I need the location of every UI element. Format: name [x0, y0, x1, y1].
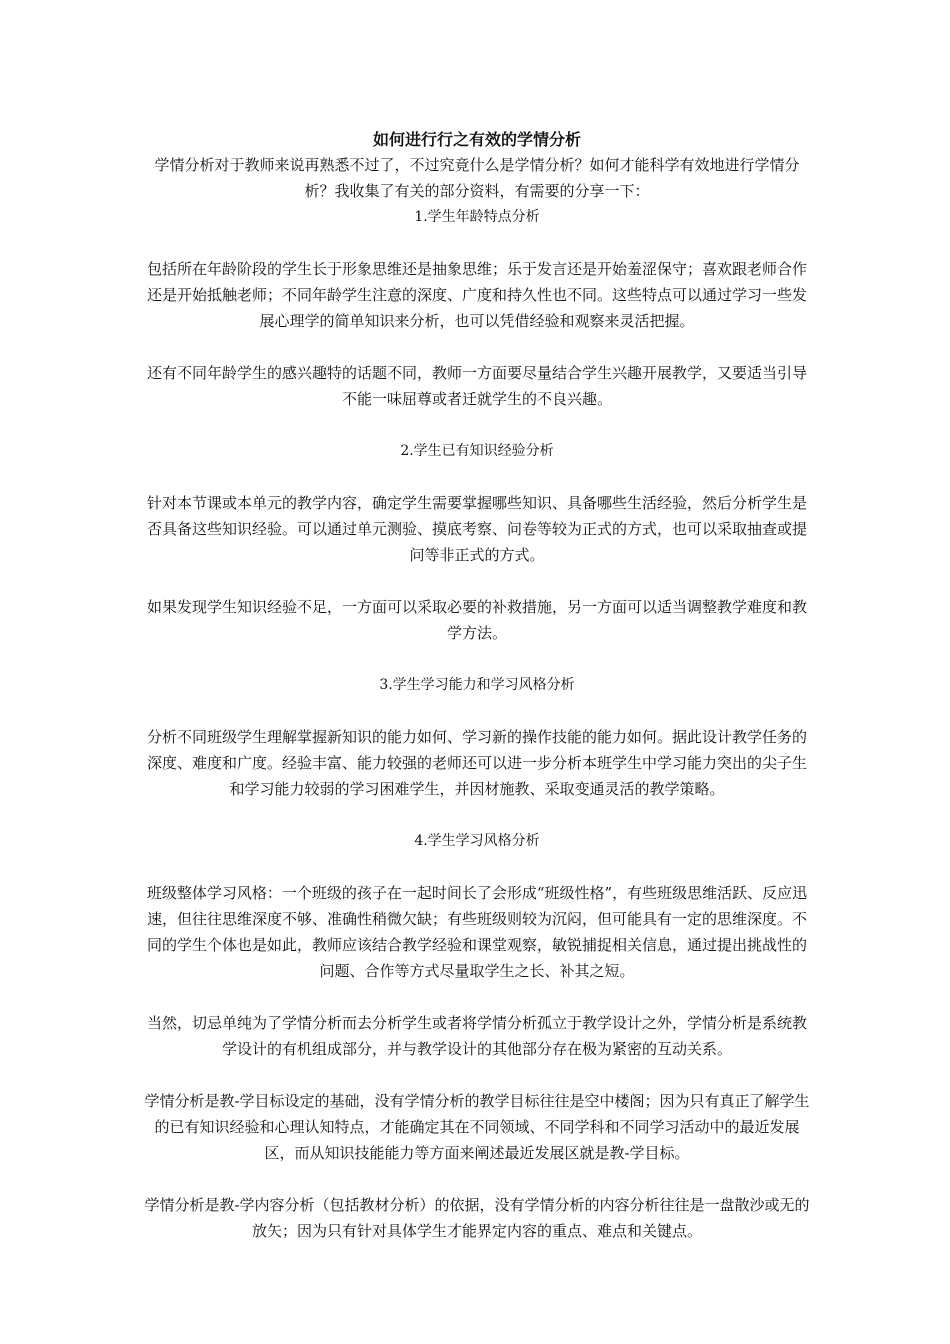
document-page [143, 118, 811, 1244]
paragraph-spacer [143, 646, 811, 672]
section-heading-2: 2.学生已有知识经验分析 [400, 443, 554, 459]
section-4-paragraph-3: 学情分析是教-学目标设定的基础，没有学情分析的教学目标往往是空中楼阁；因为只有真正了解学生的已有知识经验和心理认知特点，才能确定其在不同领域、不同学科和不同学习活动中的最近发展区，而从知识技能能力等方面来阐述最近发展区就是教-学目标。 [144, 1092, 810, 1162]
paragraph-spacer [143, 802, 811, 828]
paragraph-spacer [143, 1062, 811, 1088]
paragraph-spacer [143, 568, 811, 594]
paragraph-spacer [143, 698, 811, 724]
section-1-paragraph-2: 还有不同年龄学生的感兴趣特的话题不同，教师一方面要尽量结合学生兴趣开展教学，又要适当引导不能一味屈尊或者迁就学生的不良兴趣。 [146, 364, 807, 408]
section-2-paragraph-1: 针对本节课或本单元的教学内容，确定学生需要掌握哪些知识、具备哪些生活经验，然后分析学生是否具备这些知识经验。可以通过单元测验、摸底考察、问卷等较为正式的方式，也可以采取抽查或提问等非正式的方式。 [146, 494, 807, 564]
section-heading-4: 4.学生学习风格分析 [414, 833, 540, 849]
paragraph-spacer [143, 230, 811, 256]
intro-paragraph: 学情分析对于教师来说再熟悉不过了，不过究竟什么是学情分析？如何才能科学有效地进行学情分析？我收集了有关的部分资料，有需要的分享一下： [154, 156, 800, 200]
section-heading-3: 3.学生学习能力和学习风格分析 [379, 677, 575, 693]
section-4-paragraph-2: 当然，切忌单纯为了学情分析而去分析学生或者将学情分析孤立于教学设计之外，学情分析是系统教学设计的有机组成部分，并与教学设计的其他部分存在极为紧密的互动关系。 [146, 1014, 807, 1058]
paragraph-spacer [143, 984, 811, 1010]
paragraph-spacer [143, 464, 811, 490]
paragraph-spacer [143, 334, 811, 360]
document-title: 如何进行行之有效的学情分析 [372, 130, 581, 149]
section-1-paragraph-1: 包括所在年龄阶段的学生长于形象思维还是抽象思维；乐于发言还是开始羞涩保守；喜欢跟老师合作还是开始抵触老师；不同年龄学生注意的深度、广度和持久性也不同。这些特点可以通过学习一些发展心理学的简单知识来分析，也可以凭借经验和观察来灵活把握。 [146, 260, 807, 330]
section-heading-1: 1.学生年龄特点分析 [414, 209, 540, 225]
section-2-paragraph-2: 如果发现学生知识经验不足，一方面可以采取必要的补救措施，另一方面可以适当调整教学难度和教学方法。 [146, 598, 807, 642]
section-4-paragraph-4: 学情分析是教-学内容分析（包括教材分析）的依据，没有学情分析的内容分析往往是一盘散沙或无的放矢；因为只有针对具体学生才能界定内容的重点、难点和关键点。 [144, 1196, 810, 1240]
section-4-paragraph-1: 班级整体学习风格：一个班级的孩子在一起时间长了会形成“班级性格”，有些班级思维活跃、反应迅速，但往往思维深度不够、准确性稍微欠缺；有些班级则较为沉闷，但可能具有一定的思维深度。不同的学生个体也是如此，教师应该结合教学经验和课堂观察，敏锐捕捉相关信息，通过提出挑战性的问题、合作等方式尽量取学生之长、补其之短。 [146, 884, 808, 980]
section-3-paragraph-1: 分析不同班级学生理解掌握新知识的能力如何、学习新的操作技能的能力如何。据此设计教学任务的深度、难度和广度。经验丰富、能力较强的老师还可以进一步分析本班学生中学习能力突出的尖子生和学习能力较弱的学习困难学生，并因材施教、采取变通灵活的教学策略。 [146, 728, 807, 798]
paragraph-spacer [143, 412, 811, 438]
paragraph-spacer [143, 1166, 811, 1192]
paragraph-spacer [143, 854, 811, 880]
